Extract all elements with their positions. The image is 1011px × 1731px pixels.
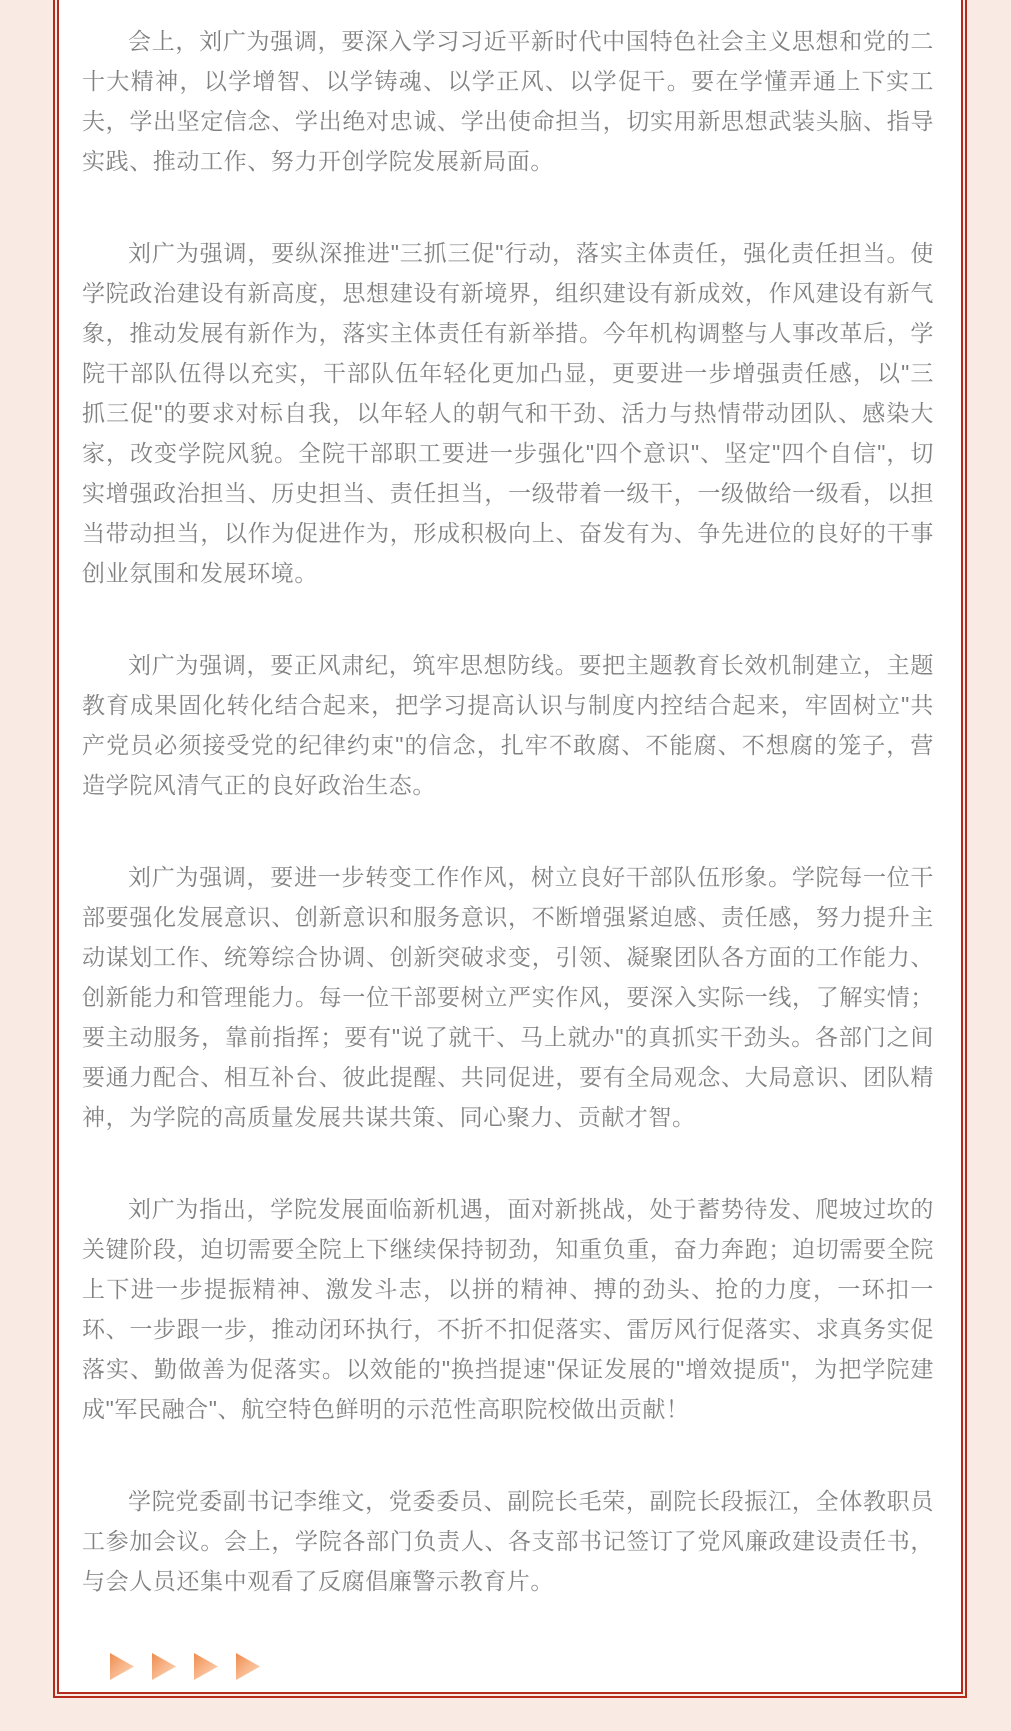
triangle-arrow-icon [152, 1653, 176, 1680]
article-paragraph: 会上，刘广为强调，要深入学习习近平新时代中国特色社会主义思想和党的二十大精神，以学增智、以学铸魂、以学正风、以学促干。要在学懂弄通上下实工夫，学出坚定信念、学出绝对忠诚、学出使命担当，切实用新思想武装头脑、指导实践、推动工作、努力开创学院发展新局面。 [82, 28, 934, 174]
article-paragraph: 刘广为强调，要纵深推进"三抓三促"行动，落实主体责任，强化责任担当。使学院政治建设有新高度，思想建设有新境界，组织建设有新成效，作风建设有新气象，推动发展有新作为，落实主体责任有新举措。今年机构调整与人事改革后，学院干部队伍得以充实，干部队伍年轻化更加凸显，更要进一步增强责任感，以"三抓三促"的要求对标自我，以年轻人的朝气和干劲、活力与热情带动团队、感染大家，改变学院风貌。全院干部职工要进一步强化"四个意识"、坚定"四个自信"，切实增强政治担当、历史担当、责任担当，一级带着一级干，一级做给一级看，以担当带动担当，以作为促进作为，形成积极向上、奋发有为、争先进位的良好的干事创业氛围和发展环境。 [82, 240, 934, 586]
article-paragraph: 刘广为强调，要正风肃纪，筑牢思想防线。要把主题教育长效机制建立，主题教育成果固化转化结合起来，把学习提高认识与制度内控结合起来，牢固树立"共产党员必须接受党的纪律约束"的信念，扎牢不敢腐、不能腐、不想腐的笼子，营造学院风清气正的良好政治生态。 [82, 652, 934, 798]
triangle-arrow-icon [194, 1653, 218, 1680]
arrow-decoration [82, 1653, 934, 1680]
article-body [82, 21, 934, 1680]
article-paragraph: 刘广为指出，学院发展面临新机遇，面对新挑战，处于蓄势待发、爬坡过坎的关键阶段，迫切需要全院上下继续保持韧劲，知重负重，奋力奔跑；迫切需要全院上下进一步提振精神、激发斗志，以拼的精神、搏的劲头、抢的力度，一环扣一环、一步跟一步，推动闭环执行，不折不扣促落实、雷厉风行促落实、求真务实促落实、勤做善为促落实。以效能的"换挡提速"保证发展的"增效提质"，为把学院建成"军民融合"、航空特色鲜明的示范性高职院校做出贡献！ [82, 1196, 934, 1422]
article-paragraph: 刘广为强调，要进一步转变工作作风，树立良好干部队伍形象。学院每一位干部要强化发展意识、创新意识和服务意识，不断增强紧迫感、责任感，努力提升主动谋划工作、统筹综合协调、创新突破求变，引领、凝聚团队各方面的工作能力、创新能力和管理能力。每一位干部要树立严实作风，要深入实际一线，了解实情；要主动服务，靠前指挥；要有"说了就干、马上就办"的真抓实干劲头。各部门之间要通力配合、相互补台、彼此提醒、共同促进，要有全局观念、大局意识、团队精神，为学院的高质量发展共谋共策、同心聚力、贡献才智。 [82, 864, 934, 1130]
article-content-frame [57, 0, 963, 1694]
triangle-arrow-icon [236, 1653, 260, 1680]
triangle-arrow-icon [110, 1653, 134, 1680]
article-paragraph: 学院党委副书记李维文，党委委员、副院长毛荣，副院长段振江，全体教职员工参加会议。会上，学院各部门负责人、各支部书记签订了党风廉政建设责任书，与会人员还集中观看了反腐倡廉警示教育片。 [82, 1488, 934, 1594]
